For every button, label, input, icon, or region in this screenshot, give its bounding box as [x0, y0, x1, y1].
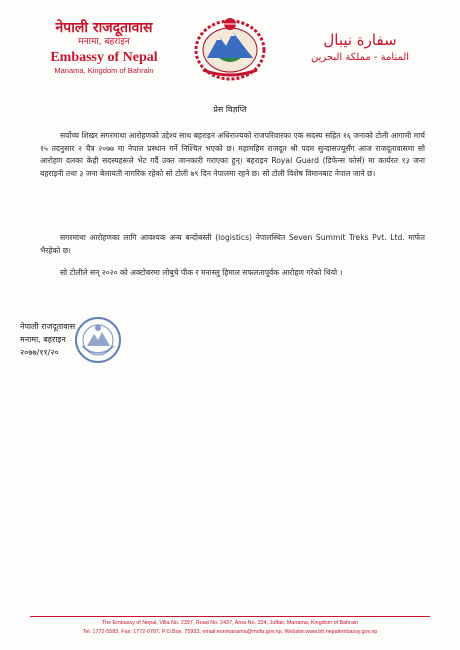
footer-contact: Tel. 1772-5583, Fax: 1772-0787, P.O.Box. 75933; email:eonmanama@mofa.gov.np, Website:www.bh.nepalembassy.gov.np — [82, 629, 378, 635]
body-paragraph-3: सो टोलीले सन् २०२० को अक्टोबरमा लोबुचे पीक र मनास्लु हिमाल सफलतापूर्वक आरोहण गरेको थियो । — [60, 268, 343, 277]
english-embassy-place: Manama, Kingdom of Bahrain — [54, 66, 154, 75]
letterhead-right — [290, 30, 430, 66]
press-release-title: प्रेस विज्ञप्ति — [213, 105, 247, 114]
body-paragraph-1: सर्वोच्च शिखर सगरमाथा आरोहणको उद्देश्य साथ बहराइन अधिराज्यको राजपरिवारका एक सदस्य सहित १६ जनाको टोली आगामी मार्च १५ तदनुसार २ चैत्र २०७७ मा नेपाल प्रस्थान गर्ने निश्चित भएको छ। महामहिम राजदूत श्री पदम सुन्दासज्यूसँग आज राजदूतावासमा सो आरोहण दलका केही सदस्यहरूले भेट गर्दै उक्त जानकारी गराएका हुन्। बहराइन Royal Guard (डिफेन्स फोर्स) मा कार्यरत १३ जना बहराइनी तथा ३ जना बेलायती नागरिक रहेको सो टोली ७९ दिन नेपालमा रहने छ। सो टोली विशेष विमानबाट नेपाल जाने छ। — [40, 131, 425, 178]
nepali-embassy-title: नेपाली राजदूतावास — [55, 20, 153, 36]
arabic-embassy-title: سفارة نيبال — [323, 31, 397, 49]
signature-embassy-name: नेपाली राजदूतावास — [20, 322, 76, 331]
nepali-embassy-place: मनामा, बहराइन — [78, 37, 130, 47]
signature-place: मनामा, बहराइन — [20, 335, 66, 344]
signature-block — [20, 320, 75, 359]
arabic-embassy-place: المنامة - مملكة البحرين — [310, 52, 410, 63]
footer-address: The Embassy of Nepal, Villa No. 2397, Road No. 2437, Area No. 324, Juffair, Manama, Kingdom of Bahrain — [101, 620, 359, 626]
nepal-coat-of-arms-icon — [193, 12, 267, 82]
letterhead-left — [34, 20, 174, 76]
english-embassy-title: Embassy of Nepal — [50, 50, 158, 65]
signature-date: २०७७/११/२० — [20, 348, 59, 357]
footer-divider — [30, 616, 430, 617]
body-paragraph-2: सगरमाथा आरोहणका लागि आवश्यक अन्य बन्दोबस्ती (logistics) नेपालस्थित Seven Summit Treks Pvt. Ltd. मार्फत भैरहेको छ। — [40, 233, 425, 255]
embassy-seal-stamp-icon — [74, 316, 122, 364]
